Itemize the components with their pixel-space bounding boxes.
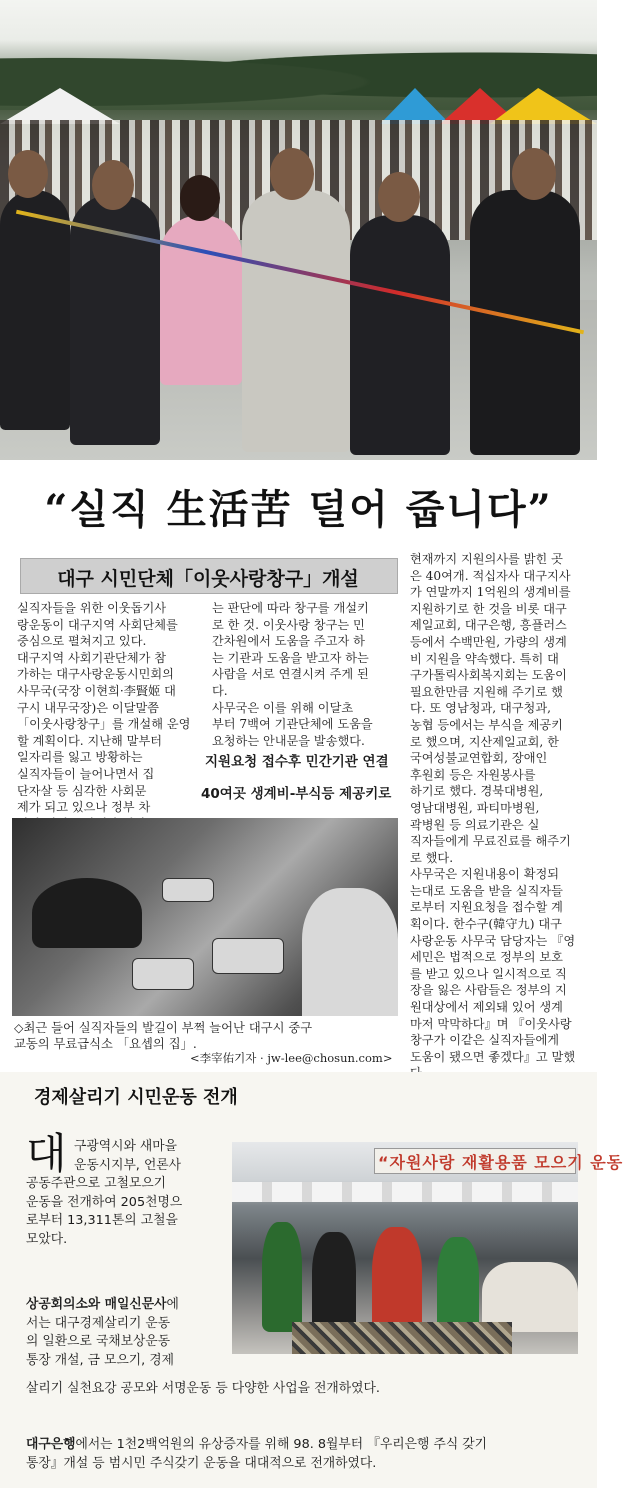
paragraph-3-text: 에서는 1천2백억원의 유상증자를 위해 98. 8월부터 『우리은행 주식 갖기 통장』개설 등 범시민 주식갖기 운동을 대대적으로 전개하였다. xyxy=(26,1437,487,1471)
headline: “실직 生活苦 덜어 줍니다” xyxy=(44,486,553,533)
official-5-head xyxy=(378,172,420,222)
paragraph-2-text: 에 서는 대구경제살리기 운동 의 일환으로 국채보상운동 통장 개설, 금 모으기, 경제 xyxy=(26,1297,179,1368)
subhead: 대구 시민단체「이웃사랑창구」개설 xyxy=(57,568,359,590)
soup-kitchen-photo xyxy=(12,818,398,1016)
official-6-head xyxy=(512,148,556,200)
byline: <李宰佑기자 · jw-lee@chosun.com> xyxy=(190,1051,393,1065)
ribbon-cutting-photo xyxy=(0,0,597,460)
official-4-head xyxy=(270,148,314,200)
tents-row xyxy=(232,1182,578,1202)
volunteer-3 xyxy=(372,1227,422,1337)
scrap-pile xyxy=(292,1322,512,1354)
food-tray-1 xyxy=(132,958,194,990)
callout-living-expenses: 40여곳 생계비-부식등 제공키로 xyxy=(201,786,392,802)
diner-hat xyxy=(32,878,142,948)
paragraph-2-rest: 살리기 실천요강 공모와 서명운동 등 다양한 사업을 전개하였다. xyxy=(26,1381,380,1396)
official-5 xyxy=(350,215,450,455)
official-3 xyxy=(160,215,242,385)
paragraph-2 xyxy=(26,1296,226,1370)
paragraph-1-rest: 공동주관으로 고철모으기 운동을 전개하여 205천명으 로부터 13,311톤의 고철을 모았다. xyxy=(26,1176,183,1247)
volunteer-1 xyxy=(262,1222,302,1332)
official-2-head xyxy=(92,160,134,210)
keyword-bank: 대구은행 xyxy=(26,1437,76,1452)
paragraph-3 xyxy=(26,1436,586,1473)
section-title: 경제살리기 시민운동 전개 xyxy=(34,1087,238,1108)
food-tray-2 xyxy=(212,938,284,974)
callout-support-request: 지원요청 접수후 민간기관 연결 xyxy=(205,754,389,770)
article-column-2: 는 판단에 따라 창구를 개설키 로 한 것. 이웃사랑 창구는 민 간차원에서 도움을 주고자 하 는 기관과 도움을 받고자 하는 사람을 서로 연결시켜 주게 된 다. 사무국은 이를 위해 이달초 부터 7백여 기관단체에 도움을 요청하는 안내문을 발송했다. xyxy=(212,601,373,748)
official-3-head xyxy=(180,175,220,221)
photo-trees xyxy=(0,40,597,110)
diner-right xyxy=(302,888,398,1016)
official-6 xyxy=(470,190,580,455)
volunteer-2 xyxy=(312,1232,356,1332)
recycling-campaign-photo xyxy=(232,1142,623,1354)
official-1 xyxy=(0,190,70,430)
article-column-1: 실직자들을 위한 이웃돕기사 랑운동이 대구지역 사회단체를 중심으로 펼쳐지고 있다. 대구지역 사회기관단체가 참 가하는 대구사랑운동시민회의 사무국(국장 이현희·李賢姬 대 구시 내무국장)은 이달말쯤 「이웃사랑창구」를 개설해 운영 할 계획이다. 지난해 말부터 일자리를 잃고 방황하는 실직자들이 늘어나면서 집 단자살 등 심각한 사회문 제가 되고 있으나 정부 차 xyxy=(17,601,191,815)
official-4 xyxy=(242,190,350,452)
article-column-3: 현재까지 지원의사를 밝힌 곳 은 40여개. 적십자사 대구지사 가 연말까지 1억원의 생계비를 지원하기로 한 것을 비롯 대구 제일교회, 대구은행, 흥플러스 등에서 수백만원, 가량의 생계 비 지원을 약속했다. 특히 대 구가톨릭사회복지회는 도움이 필요한만큼 지원해 주기로 했 다. 또 영남청과, 대구청과, 농협 등에서는 부식을 제공키 로 했으며, 지산제일교회, 한 국여성불교연합회, 장애인 후원회 등은 자원봉사를 하기로 했다. 경북대병원, 영남대병원, 파티마병원, 곽병원 등 의료기관은 실 직자들에게 무료진료를 해주기 로 했다. 사무국은 지원내용이 확정되 는대로 도움을 받을 실직자들 로부터 지원요청을 접수할 계 획이다. 한수구(韓守九) 대구 사랑운동 사무국 담당자는 『영 세민은 법적으로 정부의 보호 를 받고 있으나 일시적으로 직 장을 잃은 사람들은 정부의 지 원대상에서 제외돼 있어 생계 마저 막막하다』며 『이웃사랑 창구가 이같은 실직자들에게 도움이 됐으면 좋겠다』고 말했 xyxy=(410,552,576,1064)
campaign-banner-text: “자원사랑 재활용품 모으기 운동 xyxy=(378,1153,623,1172)
official-1-head xyxy=(8,150,48,198)
paragraph-1-first: 구광역시와 새마을 운동시지부, 언론사 xyxy=(74,1139,182,1173)
photo-caption: ◇최근 들어 실직자들의 발길이 부쩍 늘어난 대구시 중구 교동의 무료급식소 「요셉의 집」. xyxy=(14,1021,313,1051)
drop-cap: 대 xyxy=(26,1129,67,1178)
keyword-chamber: 상공회의소와 매일신문사 xyxy=(26,1297,167,1312)
food-tray-3 xyxy=(162,878,214,902)
